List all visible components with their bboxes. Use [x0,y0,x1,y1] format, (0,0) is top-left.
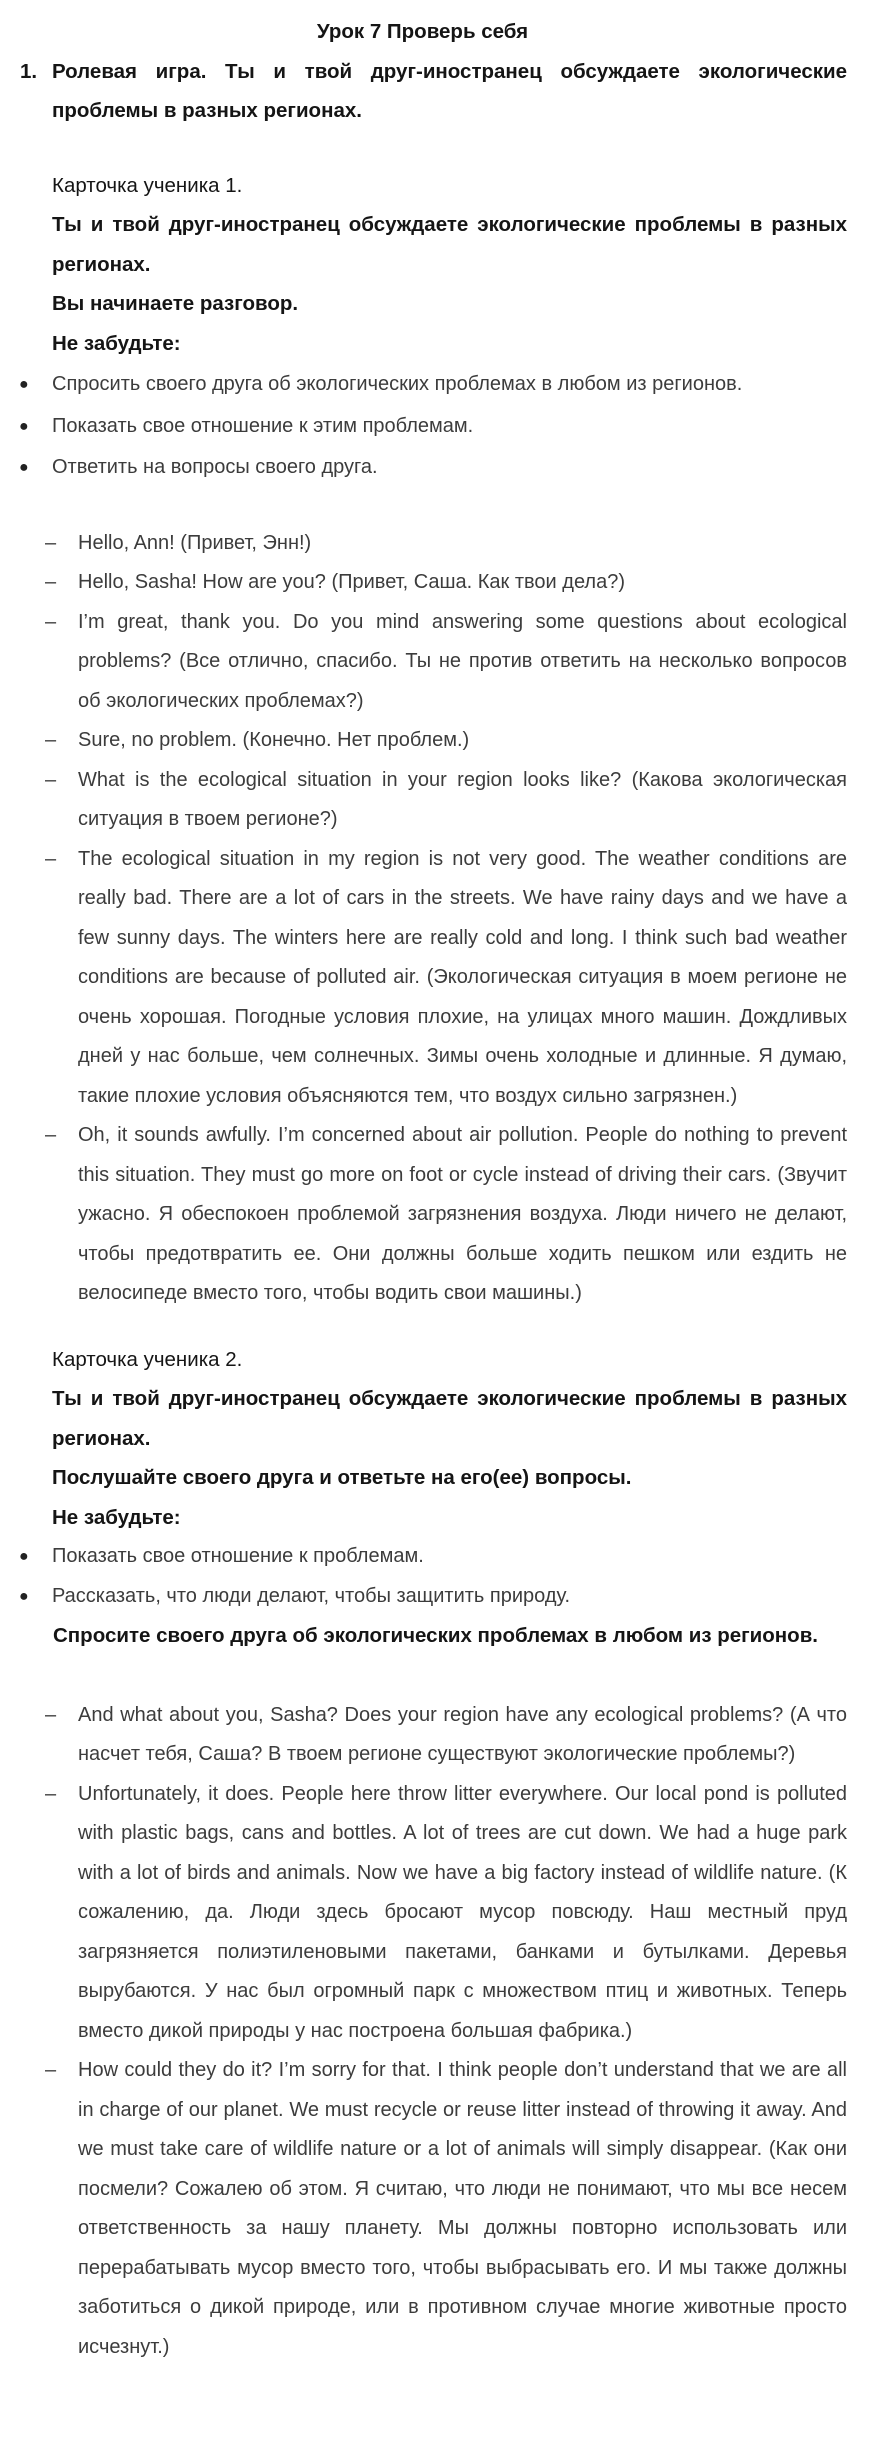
dialog2-line [45,1775,847,2052]
card1-reminder: Не забудьте: [52,331,181,355]
bullet-icon: ● [19,459,29,476]
dash-icon: – [45,1124,57,1146]
card2-ask: Спросите своего друга об экологических проблемах в любом из регионов. [52,1624,819,1647]
card2-reminder: Не забудьте: [52,1505,181,1529]
dialog-text: Hello, Sasha! How are you? (Привет, Саша. Как твои дела?) [78,571,625,593]
dialog-text: How could they do it? I’m sorry for that. I think people don’t understand that we are all in charge of our planet. We must recycle or reuse litter instead of throwing it away. And we must take care of wildlife nature or a lot of animals will simply disappear. (Как они посмели? Сожалею об этом. Я считаю, что люди не понимают, что мы все несем ответственность за нашу планету. Мы должны повторно использовать или перерабатывать мусор вместо того, чтобы выбрасывать его. И мы также должны заботиться о дикой природе, или в противном случае многие животные просто исчезнут.) [78,2059,847,2358]
page-title: Урок 7 Проверь себя [316,20,529,43]
card1-instruction: Вы начинаете разговор. [52,292,299,315]
bullet-icon: ● [19,1587,29,1605]
card1-heading: Карточка ученика 1. [52,173,243,197]
card1-bullet [19,448,847,488]
bullet-icon: ● [19,1548,29,1565]
bullet-icon: ● [19,417,29,435]
dialog-text: Hello, Ann! (Привет, Энн!) [78,531,312,554]
dialog1-line [45,840,847,1117]
dash-icon: – [45,571,57,593]
task-heading [20,52,847,131]
bullet-text: Ответить на вопросы своего друга. [52,456,378,478]
dash-icon: – [45,847,57,870]
dialog1-line [45,1116,847,1314]
card2-bullet [19,1537,847,1577]
bullet-icon: ● [19,376,29,393]
dialog1-line [45,563,847,603]
bullet-text: Показать свое отношение к этим проблемам. [52,414,474,437]
bullet-text: Спросить своего друга об экологических проблемах в любом из регионов. [52,373,743,395]
dash-icon: – [45,729,57,751]
dialog2-line [45,1696,847,1775]
dialog1-line [45,524,847,564]
card2-instruction: Послушайте своего друга и ответьте на его(ее) вопросы. [52,1466,632,1489]
card2-bullet [19,1577,847,1617]
bullet-text: Рассказать, что люди делают, чтобы защитить природу. [52,1584,571,1607]
dialog-text: Unfortunately, it does. People here throw litter everywhere. Our local pond is polluted with plastic bags, cans and bottles. A lot of trees are cut down. We had a huge park with a lot of birds and animals. Now we have a big factory instead of wildlife nature. (К сожалению, да. Люди здесь бросают мусор повсюду. Наш местный пруд загрязняется полиэтиленовыми пакетами, банками и бутылками. Деревья вырубаются. У нас был огромный парк с множеством птиц и животных. Теперь вместо дикой природы у нас построена большая фабрика.) [78,1782,847,2042]
task-text: Ролевая игра. Ты и твой друг-иностранец обсуждаете экологические проблемы в разных регионах. [52,59,847,122]
dialog-text: The ecological situation in my region is not very good. The weather conditions are really bad. There are a lot of cars in the streets. We have rainy days and we have a few sunny days. The winters here are really cold and long. I think such bad weather conditions are because of polluted air. (Экологическая ситуация в моем регионе не очень хорошая. Погодные условия плохие, на улицах много машин. Дождливых дней у нас больше, чем солнечных. Зимы очень холодные и длинные. Я думаю, такие плохие условия объясняются тем, что воздух сильно загрязнен.) [78,847,847,1107]
task-number: 1. [20,59,38,83]
dialog-text: Sure, no problem. (Конечно. Нет проблем.) [78,729,470,751]
dash-icon: – [45,768,57,791]
card1-bullet [19,365,847,405]
dialog1-line [45,761,847,840]
dialog-text: Oh, it sounds awfully. I’m concerned about air pollution. People do nothing to prevent this situation. They must go more on foot or cycle instead of driving their cars. (Звучит ужасно. Я обеспокоен проблемой загрязнения воздуха. Люди ничего не делают, чтобы предотвратить ее. Они должны больше ходить пешком или ездить не велосипеде вместо того, чтобы водить свои машины.) [78,1124,847,1304]
dialog1-line [45,721,847,761]
dash-icon: – [45,610,57,633]
dialog-text: I’m great, thank you. Do you mind answering some questions about ecological problems? (Все отлично, спасибо. Ты не против ответить на несколько вопросов об экологических проблемах?) [78,610,847,712]
dialog-text: What is the ecological situation in your region looks like? (Какова экологическая ситуация в твоем регионе?) [78,768,847,830]
dash-icon: – [45,1703,57,1726]
card1-bullet [19,407,847,447]
bullet-text: Показать свое отношение к проблемам. [52,1545,424,1567]
card1-description: Ты и твой друг-иностранец обсуждаете экологические проблемы в разных регионах. [52,213,847,276]
dialog2-line [45,2051,847,2367]
card2-heading: Карточка ученика 2. [52,1347,243,1371]
dash-icon: – [45,531,57,554]
dialog-text: And what about you, Sasha? Does your region have any ecological problems? (А что насчет тебя, Саша? В твоем регионе существуют экологические проблемы?) [78,1703,847,1765]
dash-icon: – [45,2059,57,2081]
dialog1-line [45,603,847,722]
dash-icon: – [45,1782,57,1805]
card2-description: Ты и твой друг-иностранец обсуждаете экологические проблемы в разных регионах. [52,1387,847,1450]
